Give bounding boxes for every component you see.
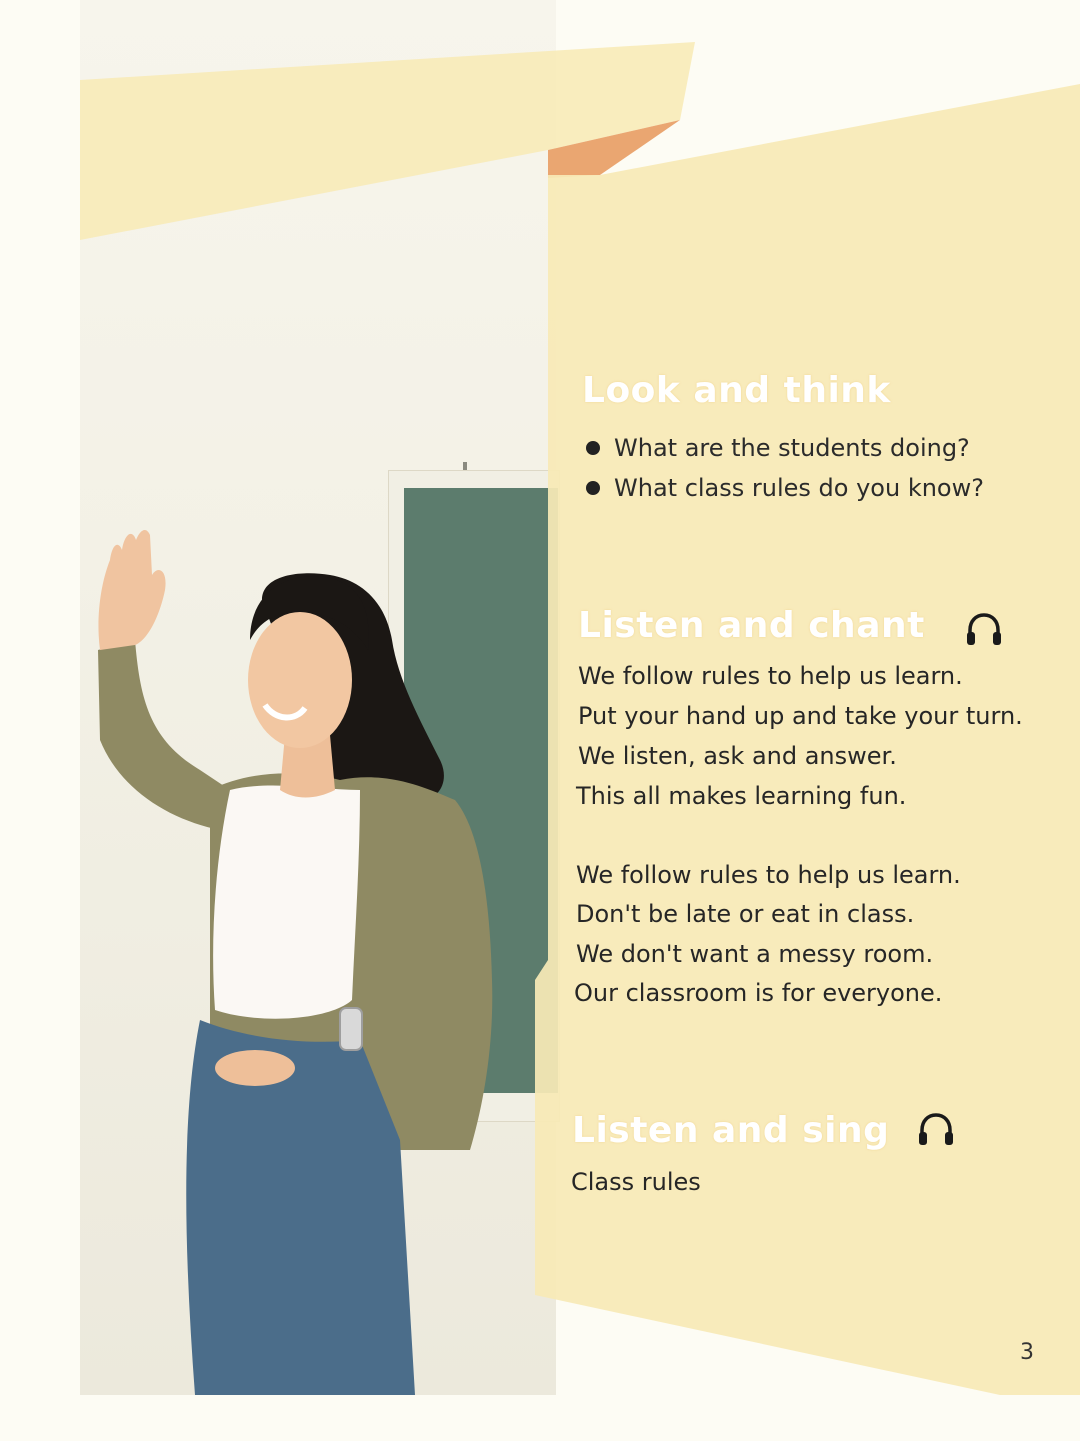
listen-and-sing-heading: Listen and sing [572,1110,890,1151]
bullet-icon [586,441,600,455]
chant-line: We follow rules to help us learn. [578,662,963,690]
list-item: What class rules do you know? [586,468,984,508]
song-title: Class rules [571,1168,701,1196]
chant-line: We don't want a messy room. [576,940,934,968]
look-and-think-questions [586,428,984,508]
chant-line: We listen, ask and answer. [578,742,897,770]
page-number: 3 [1020,1340,1034,1365]
chant-line: This all makes learning fun. [576,782,907,810]
chant-line: We follow rules to help us learn. [576,861,961,889]
headphones-icon[interactable] [916,1110,956,1150]
look-and-think-heading: Look and think [582,370,891,411]
list-item: What are the students doing? [586,428,984,468]
chant-line: Our classroom is for everyone. [574,979,943,1007]
headphones-icon[interactable] [964,610,1004,650]
chant-line: Don't be late or eat in class. [576,900,915,928]
bullet-icon [586,481,600,495]
listen-and-chant-heading: Listen and chant [578,605,925,646]
chant-line: Put your hand up and take your turn. [578,702,1023,730]
